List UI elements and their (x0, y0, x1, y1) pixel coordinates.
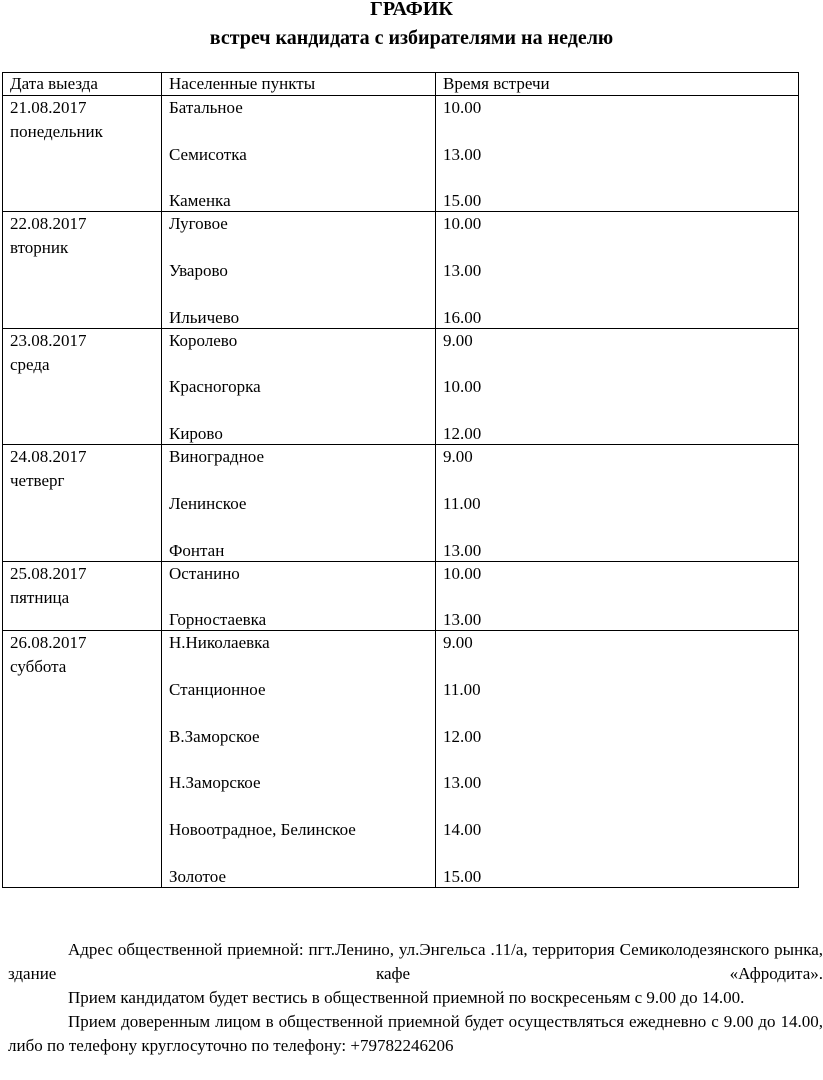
column-header-time: Время встречи (436, 73, 799, 96)
date-cell (3, 328, 162, 444)
place-name: Луговое (169, 214, 228, 234)
table-header-row (3, 73, 799, 96)
meeting-time: 10.00 (443, 214, 482, 234)
date-cell (3, 212, 162, 328)
place-name: Красногорка (169, 377, 261, 397)
place-name: Ильичево (169, 307, 240, 327)
weekday-value: пятница (10, 587, 70, 607)
meeting-time: 13.00 (443, 610, 482, 630)
schedule-table (2, 72, 799, 888)
times-cell (436, 328, 799, 444)
meeting-time: 10.00 (443, 377, 482, 397)
schedule-body (3, 96, 799, 888)
place-name: Семисотка (169, 144, 247, 164)
times-cell (436, 631, 799, 887)
weekday-value: среда (10, 354, 50, 374)
date-value: 26.08.2017 (10, 633, 87, 653)
meeting-time: 9.00 (443, 633, 473, 653)
meeting-time: 12.00 (443, 424, 482, 444)
place-name: Н.Заморское (169, 773, 261, 793)
meeting-time: 11.00 (443, 679, 481, 699)
meeting-time: 16.00 (443, 307, 482, 327)
date-cell (3, 96, 162, 212)
meeting-time: 9.00 (443, 330, 473, 350)
date-cell (3, 445, 162, 561)
place-name: Батальное (169, 98, 243, 117)
table-row (3, 445, 799, 561)
meeting-time: 10.00 (443, 563, 482, 583)
meeting-time: 13.00 (443, 144, 482, 164)
notes-section (8, 938, 823, 1058)
proxy-note: Прием доверенным лицом в общественной приемной будет осуществляться ежедневно с 9.00 до 14.00, либо по телефону круглосуточно по телефону: +79782246206 (8, 1012, 823, 1055)
meeting-time: 11.00 (443, 493, 481, 513)
meeting-time: 14.00 (443, 819, 482, 839)
weekday-value: четверг (10, 471, 65, 491)
table-row (3, 631, 799, 887)
place-name: Останино (169, 563, 240, 583)
address-note: Адрес общественной приемной: пгт.Ленино, ул.Энгельса .11/а, территория Семиколодезянского рынка, здание кафе «Афродита». (8, 940, 823, 983)
places-cell (162, 445, 436, 561)
date-value: 25.08.2017 (10, 563, 87, 583)
date-cell (3, 561, 162, 631)
places-cell (162, 631, 436, 887)
meeting-time: 12.00 (443, 726, 482, 746)
place-name: Уварово (169, 261, 228, 281)
times-cell (436, 96, 799, 212)
meeting-time: 10.00 (443, 98, 482, 117)
meeting-time: 13.00 (443, 261, 482, 281)
weekday-value: понедельник (10, 122, 103, 141)
meeting-time: 13.00 (443, 540, 482, 560)
places-cell (162, 212, 436, 328)
times-cell (436, 561, 799, 631)
meeting-time: 9.00 (443, 447, 473, 467)
place-name: Фонтан (169, 540, 225, 560)
times-cell (436, 445, 799, 561)
place-name: В.Заморское (169, 726, 260, 746)
column-header-date: Дата выезда (3, 73, 162, 96)
document-title: ГРАФИК (370, 0, 453, 20)
weekday-value: вторник (10, 238, 69, 258)
table-row (3, 561, 799, 631)
table-row (3, 328, 799, 444)
table-row (3, 96, 799, 212)
place-name: Станционное (169, 679, 266, 699)
places-cell (162, 96, 436, 212)
place-name: Кирово (169, 424, 223, 444)
place-name: Н.Николаевка (169, 633, 270, 653)
places-cell (162, 328, 436, 444)
place-name: Ленинское (169, 493, 247, 513)
place-name: Золотое (169, 866, 227, 886)
meeting-time: 15.00 (443, 191, 482, 211)
place-name: Виноградное (169, 447, 265, 467)
meeting-time: 15.00 (443, 866, 482, 886)
place-name: Новоотрадное, Белинское (169, 819, 356, 839)
place-name: Королево (169, 330, 238, 350)
weekday-value: суббота (10, 657, 67, 677)
column-header-places: Населенные пункты (162, 73, 436, 96)
times-cell (436, 212, 799, 328)
date-value: 24.08.2017 (10, 447, 87, 467)
date-value: 23.08.2017 (10, 330, 87, 350)
document-subtitle: встреч кандидата с избирателями на неделю (209, 27, 614, 49)
date-value: 21.08.2017 (10, 98, 87, 117)
place-name: Горностаевка (169, 610, 267, 630)
reception-note: Прием кандидатом будет вестись в общественной приемной по воскресеньям с 9.00 до 14.00. (68, 988, 745, 1007)
date-cell (3, 631, 162, 887)
places-cell (162, 561, 436, 631)
table-row (3, 212, 799, 328)
place-name: Каменка (169, 191, 231, 211)
meeting-time: 13.00 (443, 773, 482, 793)
date-value: 22.08.2017 (10, 214, 87, 234)
